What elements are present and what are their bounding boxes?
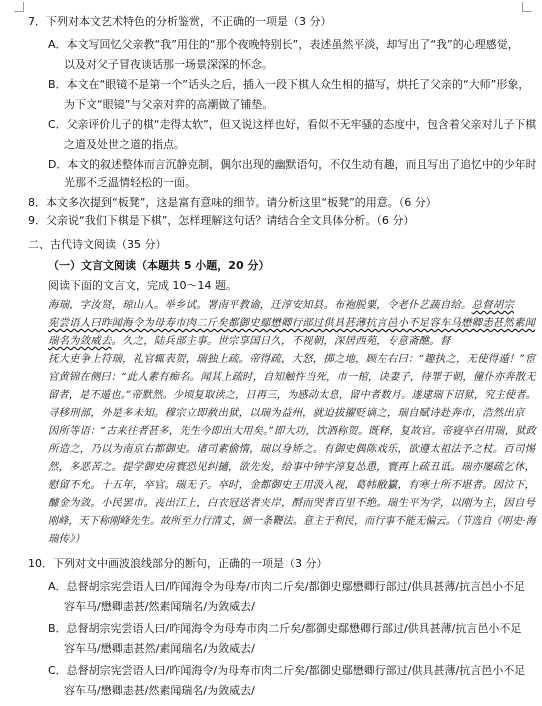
q10-option-b-cont: 容车马/懋卿恚甚然/素闻瑞名/为敛威去/ bbox=[64, 642, 255, 655]
q10-stem: 10．下列对文中画波浪线部分的断句，正确的一项是（3 分） bbox=[28, 557, 328, 570]
q10-option-b: B．总督胡宗宪尝语人曰/昨闻海令为母寿市肉二斤矣/都御史鄢懋卿行部过/供具甚薄/抗言邑小不足 bbox=[48, 622, 522, 635]
q7-option-c-cont: 之道及处世之道的指点。 bbox=[64, 138, 185, 151]
q7-option-c: C．父亲评价儿子的棋“走得太软”，但又说这样也好，看似不无牢骚的态度中，包含着父亲对儿子下棋 bbox=[48, 118, 537, 131]
crop-mark-top-right bbox=[522, 2, 532, 12]
wavy-underlined-text: 瑞名为敛威去 bbox=[48, 335, 112, 347]
passage-line-12: 醵金为敛。小民罢市。丧出江上，白衣冠送者夹岸，酹而哭者百里不绝。瑞生平为学，以刚为主，因自号 bbox=[48, 497, 536, 509]
q7-option-b-cont: 为下文“眼镜”与父亲对弈的高潮做了铺垫。 bbox=[64, 98, 274, 111]
wavy-underlined-text: 总督胡宗 bbox=[471, 299, 514, 311]
passage-line-1 bbox=[48, 298, 514, 312]
section-heading: 二、古代诗文阅读（35 分） bbox=[28, 238, 167, 251]
passage-line-9: 所造之，乃以为南京右都御史。诸司素偷惰，瑞以身矫之。有御史偶陈戏乐，欲遵太祖法予之杖。百司惕 bbox=[48, 443, 536, 455]
q7-option-d: D．本文的叙述整体而言沉静克制，偶尔出现的幽默语句，不仅生动有趣，而且写出了追忆中的少年时 bbox=[48, 158, 537, 171]
passage-line-6: 留者，是不遁也。”帝默然。少顷复取读之，日再三，为感动太息，留中者数月。遂逮瑞下诏狱，究主使者。 bbox=[48, 389, 537, 401]
passage-text: 海瑞，字汝贤，琼山人。举乡试。署南平教谕，迁淳安知县。布袍脱粟，令老仆艺蔬自给。 bbox=[48, 299, 472, 311]
passage-line-14: 瑞传》） bbox=[48, 533, 86, 545]
q7-option-b: B．本文在“眼镜不是第一个”话头之后，插入一段下棋人众生相的描写，烘托了父亲的“大师”形象， bbox=[48, 78, 530, 91]
q10-option-a: A．总督胡宗宪尝语人曰/昨闻海令为母寿/市肉二斤矣/都御史鄢懋卿行部过/供具甚薄/抗言邑小不足 bbox=[48, 580, 526, 593]
reading-instruction: 阅读下面的文言文，完成 10～14 题。 bbox=[48, 279, 237, 292]
passage-line-5: 官黄锦在侧曰：“此人素有痴名。闻其上疏时，自知触忤当死，市一棺，诀妻子，待罪于朝，僮仆亦奔散无 bbox=[48, 371, 536, 383]
passage-text: 。久之，陆兵部主事。世宗享国日久，不视朝，深居西苑，专意斋醮。督 bbox=[111, 335, 451, 347]
q7-option-a: A．本文写回忆父亲教“我”用住的“那个夜晚特别长”，表述虽然平淡，却写出了“我”的心理感觉， bbox=[48, 38, 519, 51]
passage-line-11: 慰留不允。十五年，卒官。瑞无子。卒时，金都御史王用汲入视，葛帏敝籯，有寒士所不堪者。因泣下， bbox=[48, 479, 536, 491]
q7-stem: 7．下列对本文艺术特色的分析鉴赏，不正确的一项是（3 分） bbox=[28, 15, 332, 28]
q7-option-d-cont: 光那不乏温情轻松的一面。 bbox=[64, 176, 196, 189]
q10-option-a-cont: 容车马/懋卿恚甚/然素闻瑞名/为敛威去/ bbox=[64, 600, 255, 613]
passage-line-13: 刚峰，天下称刚峰先生。故所至力行清丈，颁一条鞭法。意主于利民，而行事不能无偏云。（节选自《明史·海 bbox=[48, 515, 536, 527]
passage-line-7: 寻移刑部，外是多未知。穆宗立即赦出狱，以瑞为益州，就迫拔擢贬谪之，瑞自赋诗赴奔市，浩然出京 bbox=[48, 407, 525, 419]
q8: 8．本文多次提到“板凳”，这是富有意味的细节。请分析这里“板凳”的用意。（6 分） bbox=[28, 196, 437, 209]
passage-line-3 bbox=[48, 334, 450, 348]
q10-option-c: C．总督胡宗宪尝语人曰/昨闻海令/为母寿市肉二斤矣/都御史鄢懋卿行部过/供具甚薄/抗言邑小不足 bbox=[48, 664, 526, 677]
passage-line-4: 抚大吏争上符瑞，礼官辄表贺，瑞独上疏。帝得疏，大怒，掷之地，顾左右曰：“趣执之，无使得遁！”宦 bbox=[48, 353, 536, 365]
q9: 9．父亲说“我们下棋是下棋”，怎样理解这句话？请结合全文具体分析。（6 分） bbox=[28, 214, 415, 227]
q10-option-c-cont: 容车马/懋卿恚甚/然素闻瑞名/为敛威去/ bbox=[64, 684, 255, 697]
passage-line-2 bbox=[48, 316, 535, 330]
passage-line-8: 因所等语：“古来往者甚多，先生今即出大用矣。”即大功，饮酒称贺。既释，复故官。帝寝卒召用瑞，狱政 bbox=[48, 425, 537, 437]
crop-mark-top-left bbox=[14, 2, 24, 12]
q7-option-a-cont: 以及对父子冒夜谈话那一场景深深的怀念。 bbox=[64, 58, 273, 71]
subsection-heading: （一）文言文阅读（本题共 5 小题，20 分） bbox=[48, 259, 270, 272]
wavy-underlined-text: 宪尝语人曰昨闻海令为母寿市肉二斤矣都御史鄢懋卿行部过供具甚薄抗言邑小不足容车马懋卿恚甚然素闻 bbox=[48, 317, 536, 329]
passage-line-10: 然，多恶苦之。提学御史房寰恐见纠擿，欲先发，给事中钟宇淳复怂恿，寰再上疏丑诋。瑞亦屡疏乞休， bbox=[48, 461, 536, 473]
